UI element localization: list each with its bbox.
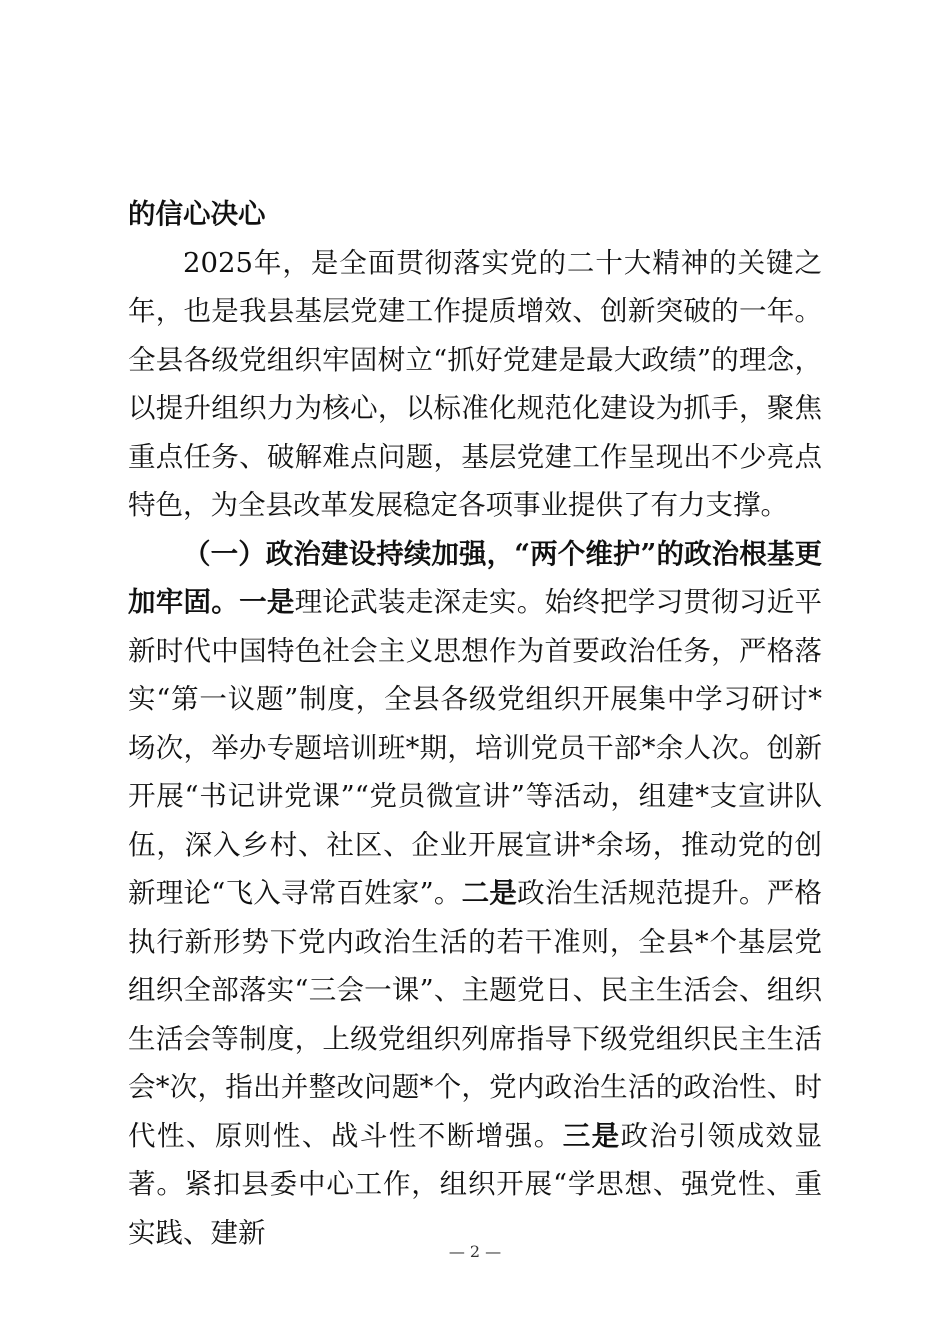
point-3-text: 政治引领成效显著。紧扣县委中心工作，组织开展“学思想、强党性、重实践、建新 — [128, 1119, 823, 1249]
point-2-label: 二是 — [461, 877, 518, 909]
intro-paragraph: 2025年，是全面贯彻落实党的二十大精神的关键之年，也是我县基层党建工作提质增效、创新突破的一年。全县各级党组织牢固树立“抓好党建是最大政绩”的理念，以提升组织力为核心，以标准化规范化建设为抓手，聚焦重点任务、破解难点问题，基层党建工作呈现出不少亮点特色，为全县改革发展稳定各项事业提供了有力支撑。 — [128, 246, 822, 521]
page-number: — 2 — — [448, 1242, 502, 1261]
point-2-text: 政治生活规范提升。严格执行新形势下党内政治生活的若干准则，全县*个基层党组织全部落实“三会一课”、主题党日、民主生活会、组织生活会等制度，上级党组织列席指导下级党组织民主生活会*次，指出并整改问题*个，党内政治生活的政治性、时代性、原则性、战斗性不断增强。 — [128, 877, 823, 1152]
point-3-label: 三是 — [562, 1119, 621, 1152]
section-1-paragraph — [128, 530, 822, 1258]
heading-continuation: 的信心决心 — [128, 198, 266, 230]
point-1-label: 一是 — [239, 586, 295, 618]
body-text — [128, 190, 822, 1257]
point-1-text: 理论武装走深走实。始终把学习贯彻习近平新时代中国特色社会主义思想作为首要政治任务，严格落实“第一议题”制度，全县各级党组织开展集中学习研讨*场次，举办专题培训班*期，培训党员干部*余人次。创新开展“书记讲党课”“党员微宣讲”等活动，组建*支宣讲队伍，深入乡村、社区、企业开展宣讲*余场，推动党的创新理论“飞入寻常百姓家”。 — [128, 586, 823, 909]
section-1-title: （一）政治建设持续加强，“两个维护”的政治根基更加牢固。 — [128, 537, 822, 618]
